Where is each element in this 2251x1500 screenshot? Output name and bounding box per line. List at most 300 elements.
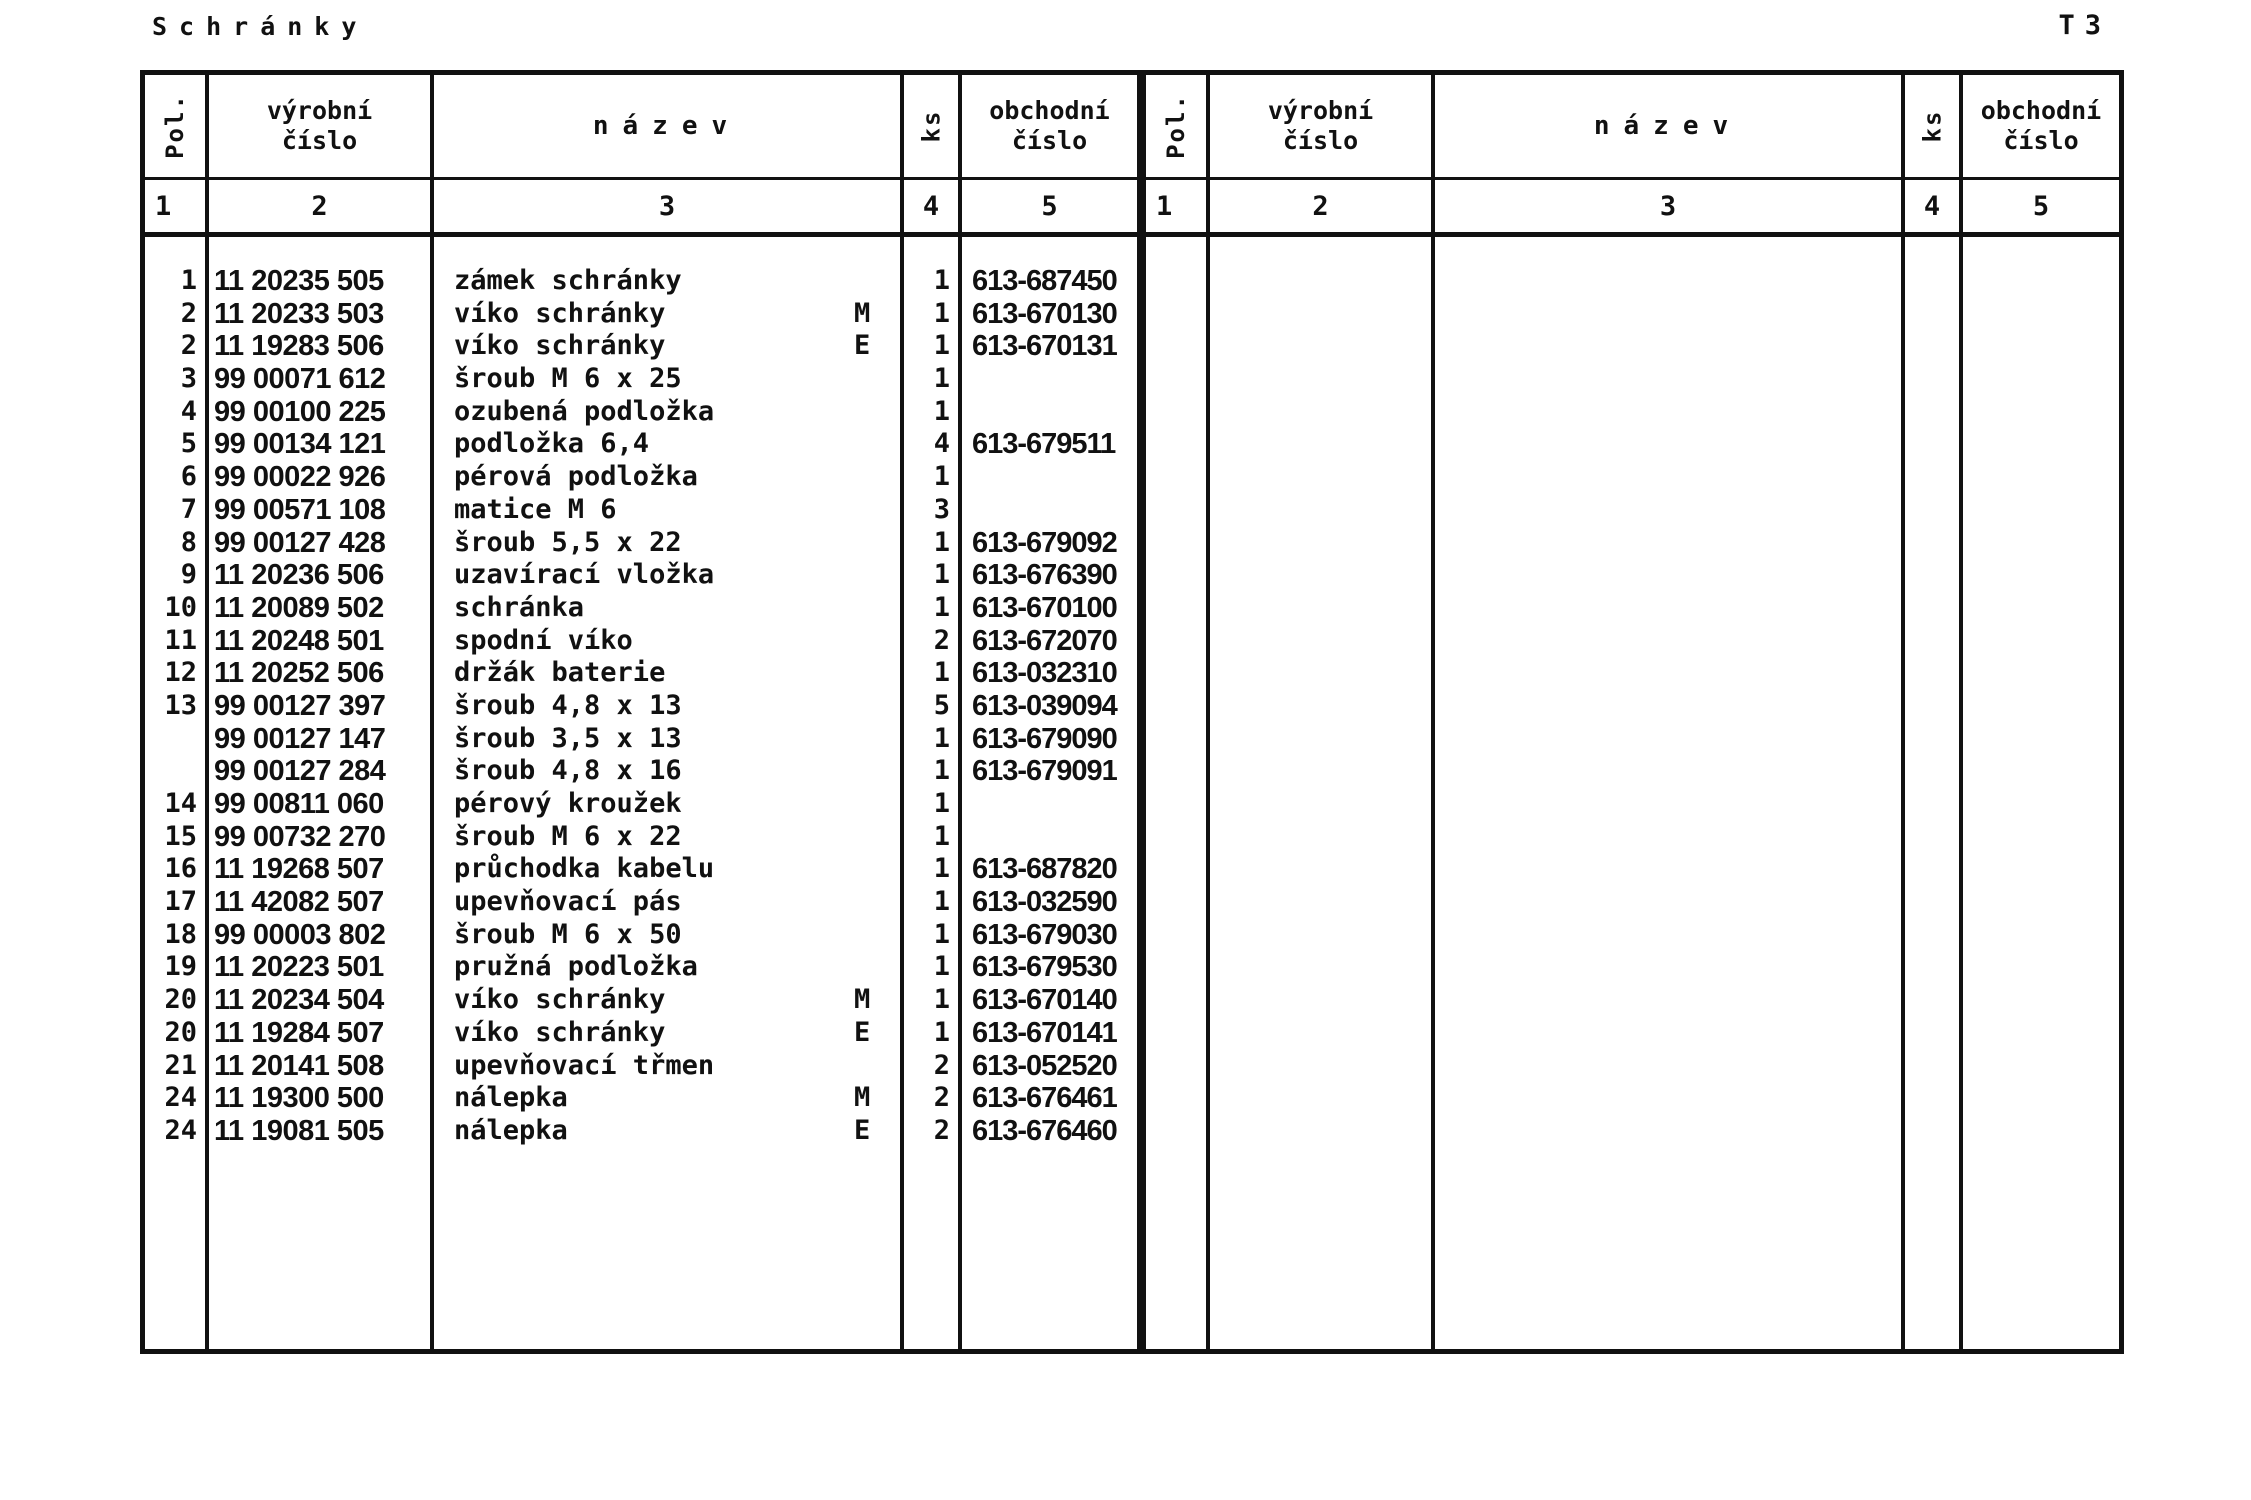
- row-nazev-text: schránka: [454, 591, 585, 623]
- row-pol-cell: [145, 755, 205, 788]
- row-vyrobni-text: 99 00811 060: [214, 788, 384, 820]
- row-ks-cell: [904, 657, 958, 690]
- row-obchodni-text: 613-670130: [972, 297, 1117, 330]
- row-pol-cell: [145, 853, 205, 886]
- row-pol-cell: [145, 625, 205, 658]
- row-ks-cell: [904, 592, 958, 625]
- row-vyrobni-text: 99 00100 225: [214, 395, 386, 428]
- row-nazev-text: šroub 5,5 x 22: [454, 526, 682, 558]
- row-vyrobni-cell: [209, 559, 430, 592]
- row-ks-cell: [904, 428, 958, 461]
- row-variant-mark: E: [854, 1114, 871, 1146]
- row-obchodni-cell: [962, 886, 1137, 919]
- row-obchodni-cell: [962, 625, 1137, 658]
- row-obchodni-text: 613-679530: [972, 951, 1117, 984]
- row-obchodni-cell: [962, 330, 1137, 363]
- row-ks-cell: [904, 984, 958, 1017]
- row-pol-text: 14: [164, 788, 197, 819]
- row-obchodni-cell: [962, 919, 1137, 952]
- column-ks: [900, 237, 958, 1349]
- row-pol-cell: [145, 886, 205, 919]
- row-ks-cell: [904, 1115, 958, 1148]
- row-nazev-text: šroub M 6 x 50: [454, 918, 682, 950]
- row-ks-text: 3: [933, 493, 950, 525]
- row-vyrobni-text: 11 19284 507: [214, 1016, 384, 1049]
- header-vyrobni-cislo: [1206, 75, 1431, 177]
- header-obchodni-line2: číslo: [2003, 126, 2079, 155]
- row-pol-text: 17: [164, 886, 197, 918]
- row-ks-cell: [904, 853, 958, 886]
- row-nazev-text: pružná podložka: [454, 951, 698, 983]
- row-variant-mark: M: [854, 297, 871, 329]
- row-obchodni-cell: [962, 265, 1137, 298]
- row-obchodni-cell: [962, 396, 1137, 429]
- row-nazev-text: šroub M 6 x 25: [454, 363, 682, 395]
- row-pol-cell: [145, 559, 205, 592]
- row-ks-cell: [904, 363, 958, 396]
- row-ks-cell: [904, 1050, 958, 1083]
- row-obchodni-cell: [962, 559, 1137, 592]
- row-nazev-text: uzavírací vložka: [454, 559, 715, 591]
- header-obchodni-line1: obchodní: [989, 96, 1110, 125]
- row-pol-text: 4: [180, 395, 197, 427]
- row-pol-text: 21: [164, 1049, 197, 1081]
- row-pol-text: 18: [164, 918, 197, 950]
- row-vyrobni-cell: [209, 755, 430, 788]
- column-pol: [145, 237, 205, 1349]
- row-nazev-cell: [434, 396, 900, 429]
- row-ks-text: 2: [933, 624, 950, 656]
- row-vyrobni-cell: [209, 527, 430, 560]
- row-ks-cell: [904, 494, 958, 527]
- row-pol-cell: [145, 428, 205, 461]
- row-nazev-text: spodní víko: [454, 624, 633, 656]
- row-obchodni-text: 613-676461: [972, 1082, 1117, 1115]
- row-nazev-text: šroub 4,8 x 16: [454, 755, 682, 787]
- row-nazev-text: nálepka: [454, 1082, 568, 1114]
- row-nazev-cell: [434, 690, 900, 723]
- row-obchodni-cell: [962, 657, 1137, 690]
- row-vyrobni-text: 11 19081 505: [214, 1114, 384, 1147]
- row-ks-text: 1: [933, 559, 950, 591]
- row-vyrobni-text: 11 20248 501: [214, 624, 384, 657]
- header-nazev: [430, 75, 900, 177]
- row-obchodni-text: 613-679091: [972, 755, 1117, 788]
- row-variant-mark: E: [854, 1016, 871, 1048]
- row-obchodni-text: 613-679090: [972, 722, 1117, 755]
- row-pol-text: 20: [164, 1016, 197, 1048]
- header-pol-label: Pol.: [1162, 93, 1191, 159]
- header-vyrobni-line2: číslo: [281, 126, 358, 155]
- row-vyrobni-cell: [209, 690, 430, 723]
- row-vyrobni-cell: [209, 1017, 430, 1050]
- row-vyrobni-text: 99 00127 147: [214, 722, 386, 755]
- row-obchodni-text: 613-032310: [972, 657, 1117, 690]
- row-nazev-cell: [434, 494, 900, 527]
- row-vyrobni-text: 99 00003 802: [214, 918, 386, 951]
- row-ks-cell: [904, 265, 958, 298]
- row-obchodni-cell: [962, 527, 1137, 560]
- row-ks-cell: [904, 1082, 958, 1115]
- row-nazev-text: pérový kroužek: [454, 788, 682, 819]
- row-nazev-cell: [434, 1050, 900, 1083]
- column-number: 4: [1901, 180, 1959, 232]
- row-ks-cell: [904, 559, 958, 592]
- row-ks-text: 1: [933, 461, 950, 493]
- row-ks-cell: [904, 723, 958, 756]
- row-pol-cell: [145, 592, 205, 625]
- row-variant-mark: M: [854, 1082, 871, 1114]
- row-vyrobni-cell: [209, 886, 430, 919]
- row-nazev-cell: [434, 559, 900, 592]
- header-pol-label: Pol.: [161, 93, 190, 159]
- row-vyrobni-text: 99 00127 397: [214, 689, 386, 722]
- row-pol-text: 20: [164, 984, 197, 1016]
- row-obchodni-cell: [962, 1082, 1137, 1115]
- row-nazev-cell: [434, 919, 900, 952]
- row-obchodni-text: 613-672070: [972, 624, 1117, 657]
- row-vyrobni-text: 11 19283 506: [214, 330, 384, 363]
- row-obchodni-text: 613-670140: [972, 984, 1117, 1017]
- row-pol-text: 5: [180, 428, 197, 460]
- row-pol-cell: [145, 396, 205, 429]
- row-pol-text: 24: [164, 1082, 197, 1114]
- header-obchodni-line1: obchodní: [1980, 96, 2102, 125]
- row-pol-text: 19: [164, 951, 197, 983]
- row-vyrobni-text: 11 20235 505: [214, 265, 384, 297]
- column-obchodni-cislo: [958, 237, 1137, 1349]
- row-nazev-cell: [434, 853, 900, 886]
- row-pol-text: 1: [180, 265, 197, 296]
- column-number: 2: [205, 180, 430, 232]
- row-pol-cell: [145, 1115, 205, 1148]
- row-pol-cell: [145, 919, 205, 952]
- row-nazev-cell: [434, 363, 900, 396]
- column-number: 3: [1431, 180, 1901, 232]
- row-ks-text: 1: [933, 788, 950, 819]
- row-ks-text: 1: [933, 297, 950, 329]
- row-nazev-text: nálepka: [454, 1114, 568, 1146]
- row-ks-text: 1: [933, 265, 950, 296]
- row-vyrobni-cell: [209, 461, 430, 494]
- right-panel: [1137, 75, 2119, 1349]
- row-ks-text: 1: [933, 363, 950, 395]
- row-nazev-text: zámek schránky: [454, 265, 682, 296]
- row-obchodni-cell: [962, 788, 1137, 821]
- header-ks-label: ks: [1918, 109, 1946, 143]
- column-number: 4: [900, 180, 958, 232]
- column-number-row: [145, 180, 1137, 237]
- row-obchodni-text: 613-670131: [972, 330, 1117, 363]
- table-body: [145, 237, 1137, 1349]
- row-pol-cell: [145, 951, 205, 984]
- row-ks-cell: [904, 330, 958, 363]
- row-nazev-text: víko schránky: [454, 984, 666, 1016]
- row-pol-text: 15: [164, 820, 197, 852]
- row-pol-cell: [145, 788, 205, 821]
- row-pol-cell: [145, 527, 205, 560]
- row-vyrobni-cell: [209, 363, 430, 396]
- row-pol-text: 24: [164, 1114, 197, 1146]
- row-obchodni-text: 613-670100: [972, 591, 1117, 624]
- row-nazev-text: podložka 6,4: [454, 428, 650, 460]
- row-vyrobni-text: 11 20236 506: [214, 559, 384, 592]
- column-number: 1: [1156, 190, 1173, 222]
- column-number: 2: [1206, 180, 1431, 232]
- row-nazev-cell: [434, 265, 900, 298]
- row-vyrobni-cell: [209, 919, 430, 952]
- column-vyrobni-cislo: [205, 237, 430, 1349]
- row-nazev-cell: [434, 788, 900, 821]
- header-ks: [900, 75, 958, 177]
- row-nazev-cell: [434, 755, 900, 788]
- header-nazev-label: název: [592, 111, 742, 141]
- row-obchodni-cell: [962, 428, 1137, 461]
- column-number: 5: [958, 180, 1137, 232]
- row-vyrobni-text: 11 20233 503: [214, 297, 384, 330]
- row-pol-text: 16: [164, 853, 197, 885]
- row-vyrobni-cell: [209, 625, 430, 658]
- row-nazev-cell: [434, 886, 900, 919]
- row-nazev-text: šroub M 6 x 22: [454, 820, 682, 852]
- row-obchodni-text: 613-679511: [972, 428, 1116, 461]
- row-vyrobni-text: 99 00134 121: [214, 428, 386, 461]
- row-obchodni-cell: [962, 821, 1137, 854]
- row-ks-text: 1: [933, 853, 950, 885]
- row-nazev-cell: [434, 298, 900, 331]
- row-vyrobni-cell: [209, 821, 430, 854]
- row-vyrobni-text: 99 00071 612: [214, 363, 386, 396]
- row-nazev-text: matice M 6: [454, 493, 617, 525]
- row-vyrobni-text: 11 20223 501: [214, 951, 384, 984]
- row-obchodni-cell: [962, 1050, 1137, 1083]
- row-obchodni-cell: [962, 723, 1137, 756]
- row-ks-cell: [904, 1017, 958, 1050]
- row-nazev-cell: [434, 527, 900, 560]
- row-nazev-cell: [434, 821, 900, 854]
- page-code: T3: [2058, 10, 2111, 41]
- row-variant-mark: M: [854, 984, 871, 1016]
- header-vyrobni-line1: výrobní: [266, 96, 373, 125]
- row-pol-cell: [145, 657, 205, 690]
- row-obchodni-text: 613-670141: [972, 1016, 1117, 1049]
- row-pol-cell: [145, 330, 205, 363]
- row-ks-text: 1: [933, 755, 950, 787]
- row-ks-cell: [904, 461, 958, 494]
- header-obchodni-line2: číslo: [1011, 126, 1088, 155]
- row-ks-cell: [904, 690, 958, 723]
- row-vyrobni-cell: [209, 592, 430, 625]
- row-ks-cell: [904, 396, 958, 429]
- page-title: Schránky: [152, 12, 369, 41]
- row-nazev-cell: [434, 984, 900, 1017]
- row-pol-cell: [145, 1017, 205, 1050]
- row-nazev-cell: [434, 723, 900, 756]
- row-ks-cell: [904, 951, 958, 984]
- row-pol-text: 6: [180, 461, 197, 493]
- row-vyrobni-text: 99 00732 270: [214, 820, 386, 853]
- row-vyrobni-text: 11 20234 504: [214, 984, 384, 1017]
- row-pol-cell: [145, 298, 205, 331]
- row-obchodni-cell: [962, 298, 1137, 331]
- left-panel: [145, 75, 1137, 1349]
- row-pol-text: 8: [180, 526, 197, 558]
- row-vyrobni-cell: [209, 1115, 430, 1148]
- row-ks-text: 1: [933, 330, 950, 362]
- row-obchodni-text: 613-039094: [972, 689, 1117, 722]
- row-ks-cell: [904, 755, 958, 788]
- row-pol-cell: [145, 265, 205, 298]
- row-ks-text: 1: [933, 395, 950, 427]
- row-obchodni-text: 613-687820: [972, 853, 1117, 886]
- row-obchodni-text: 613-676390: [972, 559, 1117, 592]
- row-obchodni-text: 613-679092: [972, 526, 1117, 559]
- column-number: 5: [1959, 180, 2119, 232]
- header-nazev: [1431, 75, 1901, 177]
- row-ks-text: 1: [933, 657, 950, 689]
- row-vyrobni-text: 11 42082 507: [214, 886, 384, 919]
- row-vyrobni-text: 99 00127 284: [214, 755, 386, 788]
- row-vyrobni-text: 99 00022 926: [214, 461, 386, 494]
- row-nazev-text: šroub 4,8 x 13: [454, 689, 682, 721]
- row-pol-text: 9: [180, 559, 197, 591]
- row-pol-cell: [145, 690, 205, 723]
- row-ks-text: 1: [933, 722, 950, 754]
- row-vyrobni-cell: [209, 723, 430, 756]
- row-ks-text: 1: [933, 886, 950, 918]
- row-nazev-text: průchodka kabelu: [454, 853, 715, 885]
- header-row: [145, 75, 1137, 180]
- row-ks-cell: [904, 298, 958, 331]
- header-pol: [145, 75, 205, 177]
- row-pol-cell: [145, 1082, 205, 1115]
- row-ks-text: 5: [933, 689, 950, 721]
- table-body-empty: [1146, 237, 2119, 1349]
- row-vyrobni-cell: [209, 265, 430, 298]
- row-ks-text: 2: [933, 1114, 950, 1146]
- header-vyrobni-line2: číslo: [1282, 126, 1359, 155]
- row-vyrobni-text: 11 19268 507: [214, 853, 384, 886]
- row-nazev-text: šroub 3,5 x 13: [454, 722, 682, 754]
- row-ks-text: 1: [933, 820, 950, 852]
- row-pol-cell: [145, 984, 205, 1017]
- header-ks: [1901, 75, 1959, 177]
- row-obchodni-cell: [962, 755, 1137, 788]
- row-ks-text: 1: [933, 984, 950, 1016]
- row-nazev-text: víko schránky: [454, 330, 666, 362]
- row-vyrobni-cell: [209, 396, 430, 429]
- row-nazev-cell: [434, 1115, 900, 1148]
- column-number: 1: [155, 190, 172, 222]
- row-nazev-text: víko schránky: [454, 1016, 666, 1048]
- row-ks-text: 1: [933, 951, 950, 983]
- row-obchodni-cell: [962, 363, 1137, 396]
- row-obchodni-cell: [962, 984, 1137, 1017]
- row-nazev-text: upevňovací třmen: [454, 1049, 715, 1081]
- row-pol-cell: [145, 821, 205, 854]
- row-pol-cell: [145, 1050, 205, 1083]
- row-ks-text: 1: [933, 591, 950, 623]
- row-ks-cell: [904, 625, 958, 658]
- row-obchodni-cell: [962, 951, 1137, 984]
- row-nazev-cell: [434, 428, 900, 461]
- row-vyrobni-cell: [209, 984, 430, 1017]
- row-obchodni-cell: [962, 494, 1137, 527]
- row-vyrobni-text: 11 20141 508: [214, 1049, 384, 1082]
- row-ks-cell: [904, 788, 958, 821]
- row-vyrobni-text: 99 00571 108: [214, 493, 386, 526]
- row-vyrobni-cell: [209, 494, 430, 527]
- row-ks-text: 2: [933, 1049, 950, 1081]
- column-number-row: [1146, 180, 2119, 237]
- row-obchodni-text: 613-679030: [972, 918, 1117, 951]
- row-pol-text: 10: [164, 591, 197, 623]
- row-obchodni-text: 613-687450: [972, 265, 1117, 297]
- header-pol: [1146, 75, 1206, 177]
- row-obchodni-cell: [962, 1115, 1137, 1148]
- row-obchodni-text: 613-052520: [972, 1049, 1117, 1082]
- header-vyrobni-cislo: [205, 75, 430, 177]
- row-nazev-text: víko schránky: [454, 297, 666, 329]
- row-ks-text: 1: [933, 526, 950, 558]
- row-vyrobni-cell: [209, 788, 430, 821]
- row-ks-text: 2: [933, 1082, 950, 1114]
- parts-table: [140, 70, 2124, 1354]
- row-obchodni-cell: [962, 1017, 1137, 1050]
- row-vyrobni-text: 99 00127 428: [214, 526, 386, 559]
- row-pol-text: 13: [164, 689, 197, 721]
- header-vyrobni-line1: výrobní: [1267, 96, 1374, 125]
- row-vyrobni-cell: [209, 428, 430, 461]
- row-nazev-cell: [434, 1017, 900, 1050]
- row-nazev-cell: [434, 625, 900, 658]
- row-vyrobni-cell: [209, 1082, 430, 1115]
- row-ks-cell: [904, 919, 958, 952]
- row-pol-cell: [145, 723, 205, 756]
- row-vyrobni-cell: [209, 951, 430, 984]
- header-obchodni-cislo: [958, 75, 1137, 177]
- row-ks-text: 1: [933, 918, 950, 950]
- row-vyrobni-text: 11 20089 502: [214, 591, 384, 624]
- row-pol-cell: [145, 363, 205, 396]
- row-nazev-cell: [434, 330, 900, 363]
- row-obchodni-cell: [962, 592, 1137, 625]
- header-nazev-label: název: [1593, 111, 1743, 141]
- row-vyrobni-cell: [209, 1050, 430, 1083]
- row-pol-text: 12: [164, 657, 197, 689]
- row-obchodni-cell: [962, 690, 1137, 723]
- row-pol-text: 11: [164, 624, 197, 656]
- row-nazev-text: ozubená podložka: [454, 395, 715, 427]
- row-vyrobni-cell: [209, 298, 430, 331]
- row-pol-text: 7: [180, 493, 197, 525]
- row-obchodni-cell: [962, 461, 1137, 494]
- row-nazev-cell: [434, 461, 900, 494]
- row-ks-cell: [904, 527, 958, 560]
- row-vyrobni-cell: [209, 330, 430, 363]
- row-nazev-text: pérová podložka: [454, 461, 698, 493]
- row-pol-cell: [145, 494, 205, 527]
- row-nazev-text: upevňovací pás: [454, 886, 682, 918]
- row-ks-cell: [904, 821, 958, 854]
- header-ks-label: ks: [917, 109, 945, 143]
- row-ks-cell: [904, 886, 958, 919]
- row-vyrobni-text: 11 20252 506: [214, 657, 384, 690]
- row-obchodni-text: 613-032590: [972, 886, 1117, 919]
- row-pol-text: 3: [180, 363, 197, 395]
- row-pol-cell: [145, 461, 205, 494]
- header-obchodni-cislo: [1959, 75, 2119, 177]
